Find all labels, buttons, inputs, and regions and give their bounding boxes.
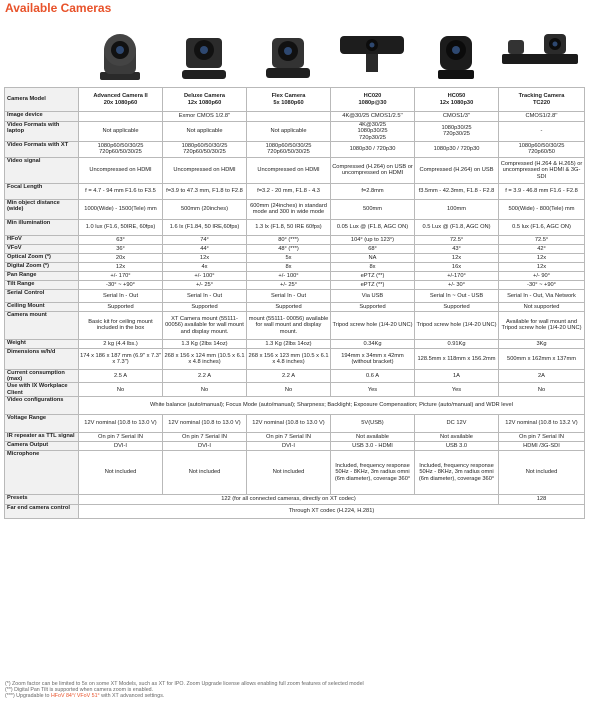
table-cell: +/- 170° — [79, 271, 163, 280]
table-row — [5, 112, 585, 122]
table-cell: Available for wall mount and Tripod screw hole (1/4-20 UNC) — [499, 311, 585, 339]
table-cell: - — [499, 122, 585, 142]
table-cell: Not applicable — [163, 122, 247, 142]
footnote — [5, 693, 590, 699]
table-cell: 16x — [415, 262, 499, 271]
table-cell: f3.5mm - 42.3mm, F1.8 - F2.8 — [415, 183, 499, 199]
camera-spec: TC220 — [532, 99, 551, 106]
table-cell: 1080p60/50/30/25 720p60/50 — [499, 141, 585, 157]
table-row — [5, 244, 585, 253]
table-row — [5, 271, 585, 280]
footnote: (**) Digital Pan Tilt is supported when camera zoom is enabled. — [5, 687, 154, 694]
table-cell: Compressed (H.264) on USB or uncompressed on HDMI — [331, 157, 415, 183]
table-cell: Serial In ~ Out - USB — [415, 289, 499, 302]
table-cell: 1000(Wide) - 1500(Tele) mm — [79, 199, 163, 219]
table-cell: No — [163, 383, 247, 397]
row-label: Video Formats with XT — [5, 141, 79, 157]
table-cell: 2.2 A — [163, 369, 247, 383]
table-cell: White balance (auto/manual); Focus Mode (auto/manual); Sharpness; Backlight; Exposure Compensation; Picture (auto/manual) and WDR level — [79, 397, 585, 415]
table-cell: 12x — [499, 253, 585, 262]
row-label: Current consumption (max) — [5, 369, 79, 383]
table-row — [5, 199, 585, 219]
table-cell: 1080p30 / 720p30 — [415, 141, 499, 157]
footnotes — [5, 681, 590, 700]
table-cell: mount (55111- 00056) available for wall mount and display mount. — [247, 311, 331, 339]
table-cell: Not applicable — [79, 122, 163, 142]
table-cell: 3Kg — [499, 339, 585, 348]
row-label: Tilt Range — [5, 280, 79, 289]
table-cell: 1.3 lx (F1.8, 50 IRE 60fps) — [247, 219, 331, 235]
table-cell: On pin 7 Serial IN — [163, 433, 247, 442]
table-row — [5, 495, 585, 505]
table-cell: No — [79, 383, 163, 397]
table-cell: 2A — [499, 369, 585, 383]
table-cell: 194mm x 34mm x 42mm (without bracket) — [331, 348, 415, 369]
footnote: (*) Zoom factor can be limited to 5x on some XT Models, such as XT for IPO. Zoom Upgrade license allows enabling full zoom features of selected model — [5, 681, 364, 687]
table-cell: 43° — [415, 244, 499, 253]
table-cell: 1.3 Kg (2lbs 14oz) — [163, 339, 247, 348]
row-label: Min object distance (wide) — [5, 199, 79, 219]
row-label: Voltage Range — [5, 415, 79, 433]
table-row — [5, 302, 585, 311]
table-cell: ePTZ (**) — [331, 271, 415, 280]
table-cell: Not available — [415, 433, 499, 442]
table-cell: f = 4.7 - 94 mm F1.6 to F3.5 — [79, 183, 163, 199]
camera-header — [79, 88, 163, 112]
table-cell: 128 — [499, 495, 585, 505]
table-row — [5, 451, 585, 495]
row-label: Video Formats with laptop — [5, 122, 79, 142]
table-cell: f=3.2 - 20 mm, F1.8 - 4.3 — [247, 183, 331, 199]
camera-header — [415, 88, 499, 112]
table-cell: Uncompressed on HDMI — [79, 157, 163, 183]
table-cell: 1.0 lux (F1.6, 50IRE, 60fps) — [79, 219, 163, 235]
table-row — [5, 442, 585, 451]
table-row — [5, 383, 585, 397]
table-cell: -30° ~ +90° — [79, 280, 163, 289]
row-label: Optical Zoom (*) — [5, 253, 79, 262]
table-cell: 12V nominal (10.8 to 13.0 V) — [247, 415, 331, 433]
camera-name: Flex Camera — [271, 93, 306, 100]
table-cell: 1080p30/25 720p30/25 — [415, 122, 499, 142]
table-cell: CMOS1/3'' — [415, 112, 499, 122]
table-cell: 1080p60/50/30/25 720p60/50/30/25 — [247, 141, 331, 157]
table-row — [5, 289, 585, 302]
camera-header — [331, 88, 415, 112]
table-cell: +/- 30° — [415, 280, 499, 289]
table-row — [5, 339, 585, 348]
camera-spec: 20x 1080p60 — [103, 99, 138, 106]
table-cell: No — [247, 383, 331, 397]
table-cell: Serial In - Out — [79, 289, 163, 302]
table-cell: 2.2 A — [247, 369, 331, 383]
table-cell: +/- 25° — [247, 280, 331, 289]
ptz-camera-icon — [162, 20, 246, 86]
bar-camera-icon — [330, 20, 414, 86]
table-cell: 36° — [79, 244, 163, 253]
table-cell: -30° ~ +90° — [499, 280, 585, 289]
table-cell: Compressed (H.264 & H.265) or uncompressed on HDMI & 3G-SDI — [499, 157, 585, 183]
table-cell: 12x — [415, 253, 499, 262]
table-cell: 12V nominal (10.8 to 13.0 V) — [79, 415, 163, 433]
table-cell: 0.05 Lux @ (F1.8, AGC ON) — [331, 219, 415, 235]
row-label: Min illumination — [5, 219, 79, 235]
table-cell: 0.6 A — [331, 369, 415, 383]
table-cell: 20x — [79, 253, 163, 262]
camera-header — [247, 88, 331, 112]
ptz-camera-icon — [246, 20, 330, 86]
footnote-text: (***) Upgradable to — [5, 693, 51, 700]
row-label: Image device — [5, 112, 79, 122]
table-cell: Supported — [331, 302, 415, 311]
tracking-camera-icon — [498, 20, 582, 86]
table-cell: Yes — [415, 383, 499, 397]
camera-spec: 5x 1080p60 — [273, 99, 304, 106]
table-cell: 2.5 A — [79, 369, 163, 383]
table-row — [5, 433, 585, 442]
camera-spec: 1080p@30 — [358, 99, 387, 106]
row-label: Serial Control — [5, 289, 79, 302]
table-cell: NA — [331, 253, 415, 262]
row-label: Focal Length — [5, 183, 79, 199]
table-cell: USB 3.0 — [415, 442, 499, 451]
table-cell: Supported — [415, 302, 499, 311]
table-cell: Not supported — [499, 302, 585, 311]
table-cell: 80° (***) — [247, 235, 331, 244]
table-cell: Tripod screw hole (1/4-20 UNC) — [331, 311, 415, 339]
row-label: Weight — [5, 339, 79, 348]
table-cell: Yes — [331, 383, 415, 397]
table-cell — [247, 112, 331, 122]
table-cell — [79, 112, 163, 122]
table-cell: 500(Wide) - 800(Tele) mm — [499, 199, 585, 219]
table-cell: +/- 100° — [163, 271, 247, 280]
table-row — [5, 262, 585, 271]
row-label: VFoV — [5, 244, 79, 253]
table-cell: 268 x 156 x 123 mm (10.5 x 6.1 x 4.8 inches) — [247, 348, 331, 369]
table-cell: DC 12V — [415, 415, 499, 433]
table-cell: 500mm (20inches) — [163, 199, 247, 219]
table-cell: Not applicable — [247, 122, 331, 142]
table-cell: On pin 7 Serial IN — [499, 433, 585, 442]
table-cell: 1.6 lx (F1.84, 50 IRE,60fps) — [163, 219, 247, 235]
table-cell: Serial In - Out — [247, 289, 331, 302]
table-cell: 600mm (24inches) in standard mode and 300 in wide mode — [247, 199, 331, 219]
row-label: Digital Zoom (*) — [5, 262, 79, 271]
table-cell: f=2.8mm — [331, 183, 415, 199]
table-cell: Serial In - Out — [163, 289, 247, 302]
page-title: Available Cameras — [5, 1, 112, 15]
table-cell: 0.34Kg — [331, 339, 415, 348]
camera-images — [78, 20, 582, 86]
table-cell: Not included — [79, 451, 163, 495]
table-cell: 1080p60/50/30/25 720p60/50/30/25 — [163, 141, 247, 157]
camera-name: HC050 — [447, 93, 466, 100]
table-cell: Exmor CMOS 1/2.8'' — [163, 112, 247, 122]
camera-name: Tracking Camera — [518, 93, 565, 100]
camera-spec: 12x 1080p30 — [439, 99, 474, 106]
table-cell: 174 x 186 x 187 mm (6.9" x 7.3" x 7.3") — [79, 348, 163, 369]
table-cell: 122 (for all connected cameras, directly on XT codec) — [79, 495, 499, 505]
table-cell: 12V nominal (10.8 to 13.0 V) — [163, 415, 247, 433]
table-cell: f=3.9 to 47.3 mm, F1.8 to F2.8 — [163, 183, 247, 199]
camera-name: Advanced Camera II — [93, 93, 148, 100]
table-row — [5, 348, 585, 369]
table-cell: 44° — [163, 244, 247, 253]
table-cell: 5x — [247, 253, 331, 262]
row-label: Ceiling Mount — [5, 302, 79, 311]
table-row — [5, 311, 585, 339]
table-cell: Supported — [163, 302, 247, 311]
table-cell: 1A — [415, 369, 499, 383]
table-row — [5, 505, 585, 519]
camera-name: Deluxe Camera — [183, 93, 226, 100]
table-cell: On pin 7 Serial IN — [247, 433, 331, 442]
table-cell: 8x — [247, 262, 331, 271]
table-cell: 1080p30 / 720p30 — [331, 141, 415, 157]
table-cell: Supported — [79, 302, 163, 311]
table-cell: 104° (up to 123°) — [331, 235, 415, 244]
row-label: Video configurations — [5, 397, 79, 415]
table-cell: USB 3.0 - HDMI — [331, 442, 415, 451]
table-cell: Not included — [247, 451, 331, 495]
table-cell: 12x — [163, 253, 247, 262]
table-cell: 2 kg (4.4 lbs.) — [79, 339, 163, 348]
table-cell: +/- 90° — [499, 271, 585, 280]
table-cell: 1.3 Kg (2lbs 14oz) — [247, 339, 331, 348]
table-cell: On pin 7 Serial IN — [79, 433, 163, 442]
table-cell: +/-170° — [415, 271, 499, 280]
table-cell: Basic kit for ceiling mount included in the box — [79, 311, 163, 339]
table-row — [5, 415, 585, 433]
camera-header — [163, 88, 247, 112]
table-cell: 48° (***) — [247, 244, 331, 253]
table-row — [5, 141, 585, 157]
table-row — [5, 183, 585, 199]
table-row — [5, 219, 585, 235]
table-cell: Uncompressed on HDMI — [163, 157, 247, 183]
table-cell: Via USB — [331, 289, 415, 302]
table-cell: 4K@30/25 CMOS1/2.5'' — [331, 112, 415, 122]
table-row — [5, 397, 585, 415]
table-cell: DVI-I — [79, 442, 163, 451]
table-cell: Serial In - Out, Via Network — [499, 289, 585, 302]
table-cell: 0.91Kg — [415, 339, 499, 348]
table-cell: Included, frequency response 50Hz - 8KHz, 3m radius omni (6m diameter), coverage 360° — [415, 451, 499, 495]
table-cell: 100mm — [415, 199, 499, 219]
table-cell: 63° — [79, 235, 163, 244]
table-cell: 74° — [163, 235, 247, 244]
camera-name: HC020 — [363, 93, 382, 100]
row-label: Far end camera control — [5, 505, 79, 519]
table-cell: Through XT codec (H.224, H.281) — [79, 505, 585, 519]
table-cell: +/- 25° — [163, 280, 247, 289]
spec-table — [4, 87, 585, 519]
row-label: Dimensions w/h/d — [5, 348, 79, 369]
table-cell: No — [499, 383, 585, 397]
row-label: Pan Range — [5, 271, 79, 280]
table-cell: 12x — [79, 262, 163, 271]
row-label: Camera Output — [5, 442, 79, 451]
table-cell: 5V(USB) — [331, 415, 415, 433]
table-cell: Supported — [247, 302, 331, 311]
table-row — [5, 369, 585, 383]
table-cell: XT Camera mount (55111- 00056) available for wall mount and display mount. — [163, 311, 247, 339]
table-cell: Not included — [499, 451, 585, 495]
table-cell: Uncompressed on HDMI — [247, 157, 331, 183]
table-row — [5, 157, 585, 183]
table-cell: Tripod screw hole (1/4-20 UNC) — [415, 311, 499, 339]
table-cell: 128.5mm x 118mm x 156.2mm — [415, 348, 499, 369]
table-cell: Included, frequency response 50Hz - 8KHz, 3m radius omni (6m diameter), coverage 360° — [331, 451, 415, 495]
row-label: Video signal — [5, 157, 79, 183]
row-label: Presets — [5, 495, 79, 505]
table-row — [5, 122, 585, 142]
row-label: Camera mount — [5, 311, 79, 339]
table-cell: CMOS1/2.8'' — [499, 112, 585, 122]
table-cell: 4K@30/25 1080p30/25 720p30/25 — [331, 122, 415, 142]
table-cell: Not available — [331, 433, 415, 442]
table-cell: 8x — [331, 262, 415, 271]
ptz-camera-icon — [78, 20, 162, 86]
row-label: Use with IX Workplace Client — [5, 383, 79, 397]
table-cell: ePTZ (**) — [331, 280, 415, 289]
table-cell: 72.5° — [415, 235, 499, 244]
table-cell: DVI-I — [163, 442, 247, 451]
footnote-text: with XT advanced settings. — [99, 693, 165, 700]
row-label: Microphone — [5, 451, 79, 495]
table-cell: 500mm — [331, 199, 415, 219]
table-cell: HDMI /3G-SDI — [499, 442, 585, 451]
table-cell: +/- 100° — [247, 271, 331, 280]
header-label: Camera Model — [5, 88, 79, 112]
table-row — [5, 280, 585, 289]
table-cell: 42° — [499, 244, 585, 253]
table-row — [5, 235, 585, 244]
table-cell: 4x — [163, 262, 247, 271]
table-cell: 1080p60/50/30/25 720p60/50/30/25 — [79, 141, 163, 157]
table-cell: 72.5° — [499, 235, 585, 244]
row-label: IR repeater as TTL signal — [5, 433, 79, 442]
table-cell: DVI-I — [247, 442, 331, 451]
table-cell: 12V nominal (10.8 to 13.2 V) — [499, 415, 585, 433]
table-cell: Compressed (H.264) on USB — [415, 157, 499, 183]
table-cell: 500mm x 162mm x 137mm — [499, 348, 585, 369]
camera-header — [499, 88, 585, 112]
table-cell: 0.5 lux (F1.6, AGC ON) — [499, 219, 585, 235]
camera-spec: 12x 1080p60 — [187, 99, 222, 106]
table-cell: 68° — [331, 244, 415, 253]
table-cell: 268 x 156 x 124 mm (10.5 x 6.1 x 4.8 inches) — [163, 348, 247, 369]
table-row — [5, 253, 585, 262]
table-cell: 12x — [499, 262, 585, 271]
table-header-row — [5, 88, 585, 112]
ptz-camera-icon — [414, 20, 498, 86]
spec-table-body — [5, 112, 585, 519]
table-cell: 0.5 Lux @ (F1.8, AGC ON) — [415, 219, 499, 235]
table-cell: f = 3.9 - 46.8 mm F1.6 - F2.8 — [499, 183, 585, 199]
footnote-highlight: HFoV 84°/ VFoV 51° — [50, 693, 100, 700]
table-cell: Not included — [163, 451, 247, 495]
row-label: HFoV — [5, 235, 79, 244]
